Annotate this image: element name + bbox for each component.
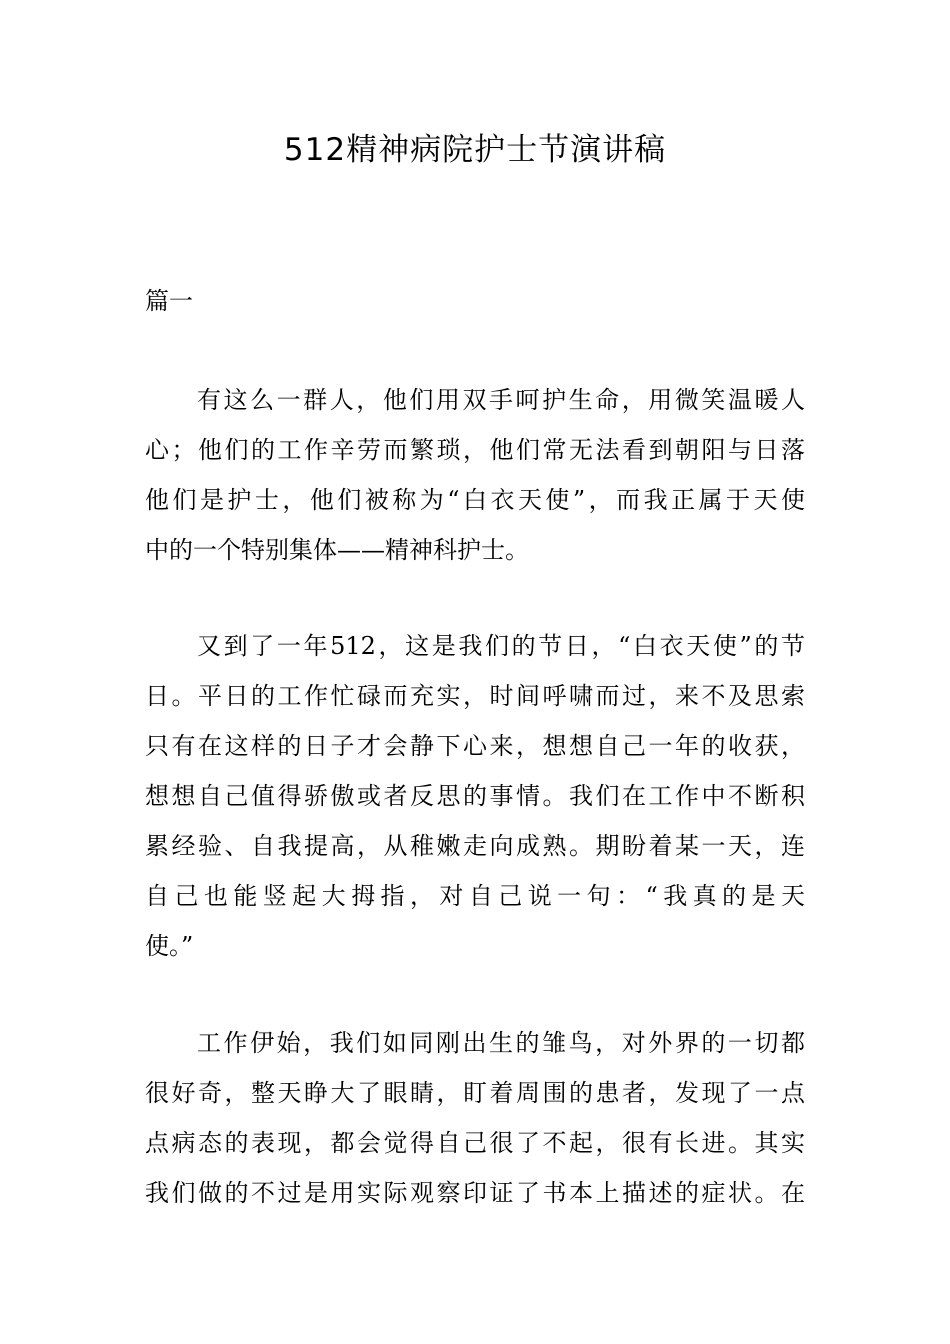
paragraph-line: 使。” — [145, 932, 194, 960]
paragraph-line: 他们是护士，他们被称为“白衣天使”，而我正属于天使 — [145, 486, 805, 514]
paragraph-3 — [145, 1018, 805, 1218]
paragraph-line: 自己也能竖起大拇指，对自己说一句：“我真的是天 — [145, 882, 805, 910]
paragraph-line: 有这么一群人，他们用双手呵护生命，用微笑温暖人 — [197, 386, 805, 414]
paragraph-line: 点病态的表现，都会觉得自己很了不起，很有长进。其实 — [145, 1129, 805, 1157]
paragraph-line: 我们做的不过是用实际观察印证了书本上描述的症状。在 — [145, 1179, 805, 1207]
paragraph-line: 想想自己值得骄傲或者反思的事情。我们在工作中不断积 — [145, 782, 805, 810]
paragraph-line: 心；他们的工作辛劳而繁琐，他们常无法看到朝阳与日落 — [145, 436, 805, 464]
paragraph-line: 很好奇，整天睁大了眼睛，盯着周围的患者，发现了一点 — [145, 1079, 805, 1107]
paragraph-line: 只有在这样的日子才会静下心来，想想自己一年的收获， — [145, 732, 805, 760]
paragraph-line: 又到了一年512，这是我们的节日，“白衣天使”的节 — [197, 632, 805, 660]
document-title: 512精神病院护士节演讲稿 — [283, 132, 667, 168]
paragraph-2 — [145, 621, 805, 971]
section-label: 篇一 — [145, 287, 193, 315]
paragraph-1 — [145, 375, 805, 575]
paragraph-line: 日。平日的工作忙碌而充实，时间呼啸而过，来不及思索 — [145, 682, 805, 710]
paragraph-line: 累经验、自我提高，从稚嫩走向成熟。期盼着某一天，连 — [145, 832, 805, 860]
paragraph-line: 工作伊始，我们如同刚出生的雏鸟，对外界的一切都 — [197, 1029, 805, 1057]
paragraph-line: 中的一个特别集体——精神科护士。 — [145, 536, 529, 564]
